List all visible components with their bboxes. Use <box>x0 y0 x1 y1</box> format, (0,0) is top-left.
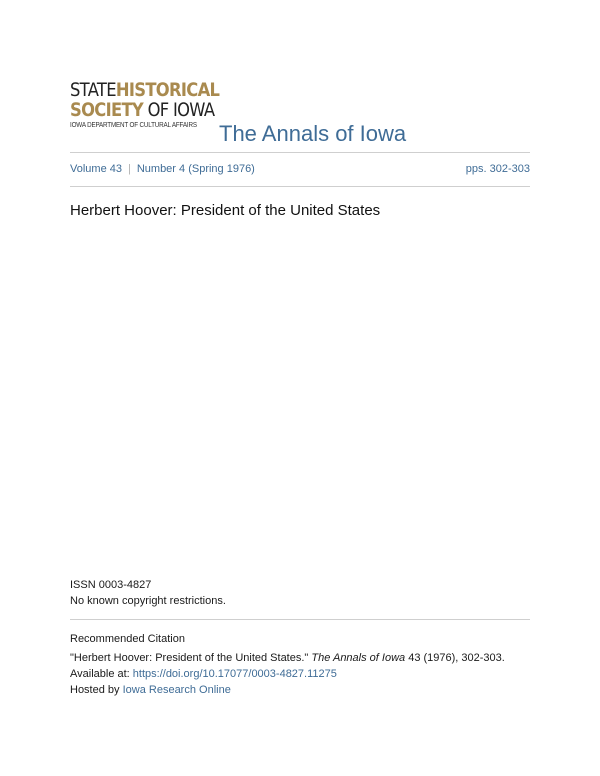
doi-link[interactable]: https://doi.org/10.17077/0003-4827.11275 <box>132 668 337 680</box>
recommended-citation <box>70 631 530 698</box>
available-label: Available at: <box>70 668 133 680</box>
citation-text-end: 43 (1976), 302-303. <box>405 652 505 664</box>
logo-word-society: SOCIETY <box>70 99 144 121</box>
page-range: pps. 302-303 <box>465 163 530 175</box>
issn-number: ISSN 0003-4827 <box>70 579 152 591</box>
logo-line-1 <box>70 79 220 101</box>
hosted-label: Hosted by <box>70 684 123 696</box>
logo-line-2 <box>70 99 215 121</box>
logo-word-of-iowa: OF IOWA <box>147 99 215 121</box>
logo-word-historical: HISTORICAL <box>115 79 220 101</box>
hosted-by <box>70 682 530 698</box>
logo-word-state: STATE <box>70 79 116 101</box>
citation-divider <box>70 619 530 620</box>
citation-text-start: "Herbert Hoover: President of the United States." <box>70 652 312 664</box>
volume-link[interactable]: Volume 43 <box>70 163 122 175</box>
logo-subtitle: IOWA DEPARTMENT OF CULTURAL AFFAIRS <box>70 122 197 129</box>
citation-text <box>70 650 530 666</box>
citation-heading: Recommended Citation <box>70 633 185 645</box>
citation-journal: The Annals of Iowa <box>311 652 406 664</box>
state-historical-society-logo <box>70 79 220 129</box>
article-title: Herbert Hoover: President of the United States <box>70 202 381 219</box>
meta-divider <box>70 186 530 187</box>
copyright-statement: No known copyright restrictions. <box>70 595 226 607</box>
host-link[interactable]: Iowa Research Online <box>122 684 231 696</box>
meta-separator: | <box>127 163 131 175</box>
header-divider <box>70 152 530 153</box>
issue-link[interactable]: Number 4 (Spring 1976) <box>136 163 255 175</box>
journal-title: The Annals of Iowa <box>219 121 407 146</box>
issue-meta <box>70 163 530 175</box>
available-at <box>70 666 530 682</box>
issn-block <box>70 577 226 609</box>
